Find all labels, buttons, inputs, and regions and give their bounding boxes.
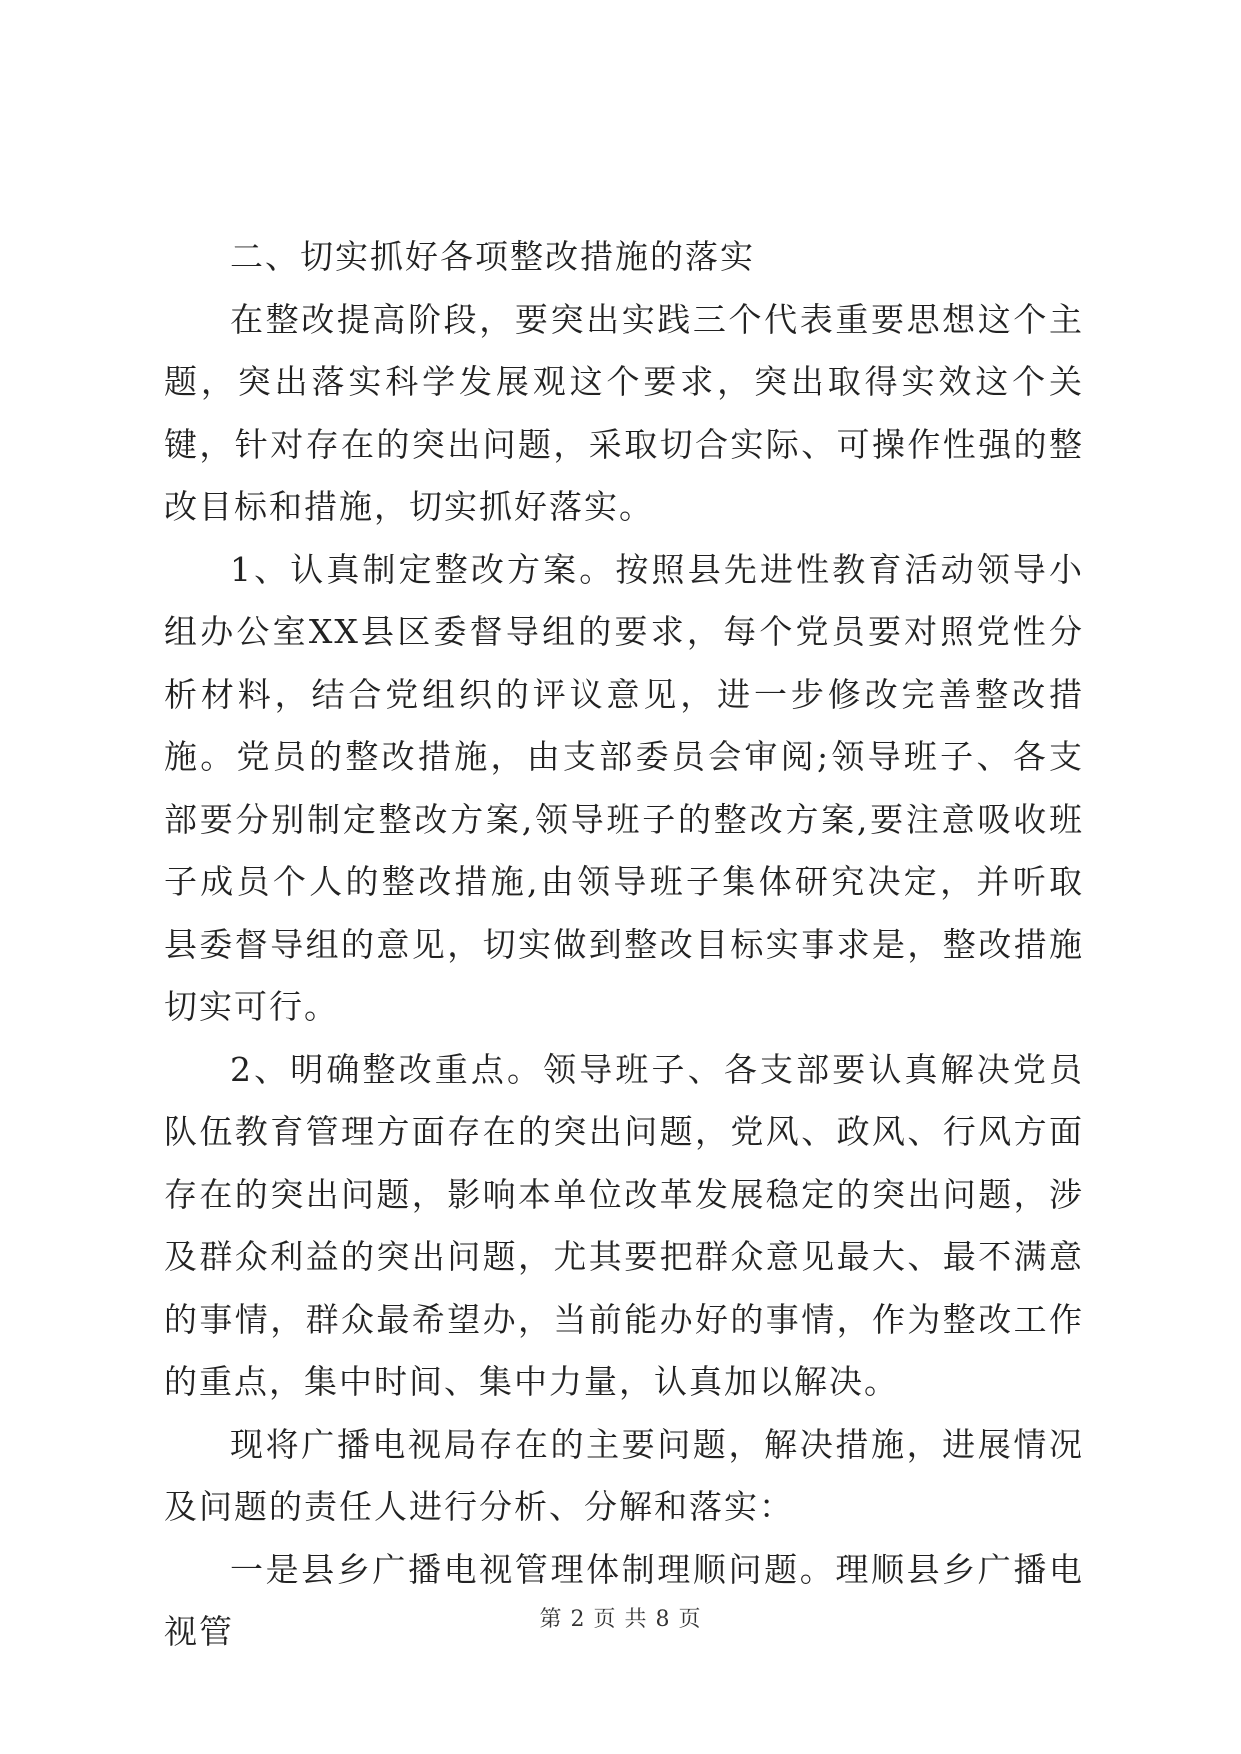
paragraph-item-2: 2、明确整改重点。领导班子、各支部要认真解决党员队伍教育管理方面存在的突出问题，党风、政风、行风方面存在的突出问题，影响本单位改革发展稳定的突出问题，涉及群众利益的突出问题，尤其要把群众意见最大、最不满意的事情，群众最希望办，当前能办好的事情，作为整改工作的重点，集中时间、集中力量，认真加以解决。: [164, 1049, 1084, 1401]
paragraph-summary: 现将广播电视局存在的主要问题，解决措施，进展情况及问题的责任人进行分析、分解和落实：: [164, 1424, 1084, 1526]
paragraph-item-1: 1、认真制定整改方案。按照县先进性教育活动领导小组办公室XX县区委督导组的要求，每个党员要对照党性分析材料，结合党组织的评议意见，进一步修改完善整改措施。党员的整改措施，由支部委员会审阅;领导班子、各支部要分别制定整改方案,领导班子的整改方案,要注意吸收班子成员个人的整改措施,由领导班子集体研究决定，并听取县委督导组的意见，切实做到整改目标实事求是，整改措施切实可行。: [164, 549, 1084, 1026]
document-body: [164, 226, 1084, 1664]
page-number-footer: 第 2 页 共 8 页: [539, 1607, 702, 1632]
section-heading: 二、切实抓好各项整改措施的落实: [230, 237, 755, 276]
paragraph-intro: 在整改提高阶段，要突出实践三个代表重要思想这个主题，突出落实科学发展观这个要求，突出取得实效这个关键，针对存在的突出问题，采取切合实际、可操作性强的整改目标和措施，切实抓好落实。: [164, 299, 1084, 526]
paragraph-point-1: 一是县乡广播电视管理体制理顺问题。理顺县乡广播电视管: [164, 1549, 1084, 1651]
